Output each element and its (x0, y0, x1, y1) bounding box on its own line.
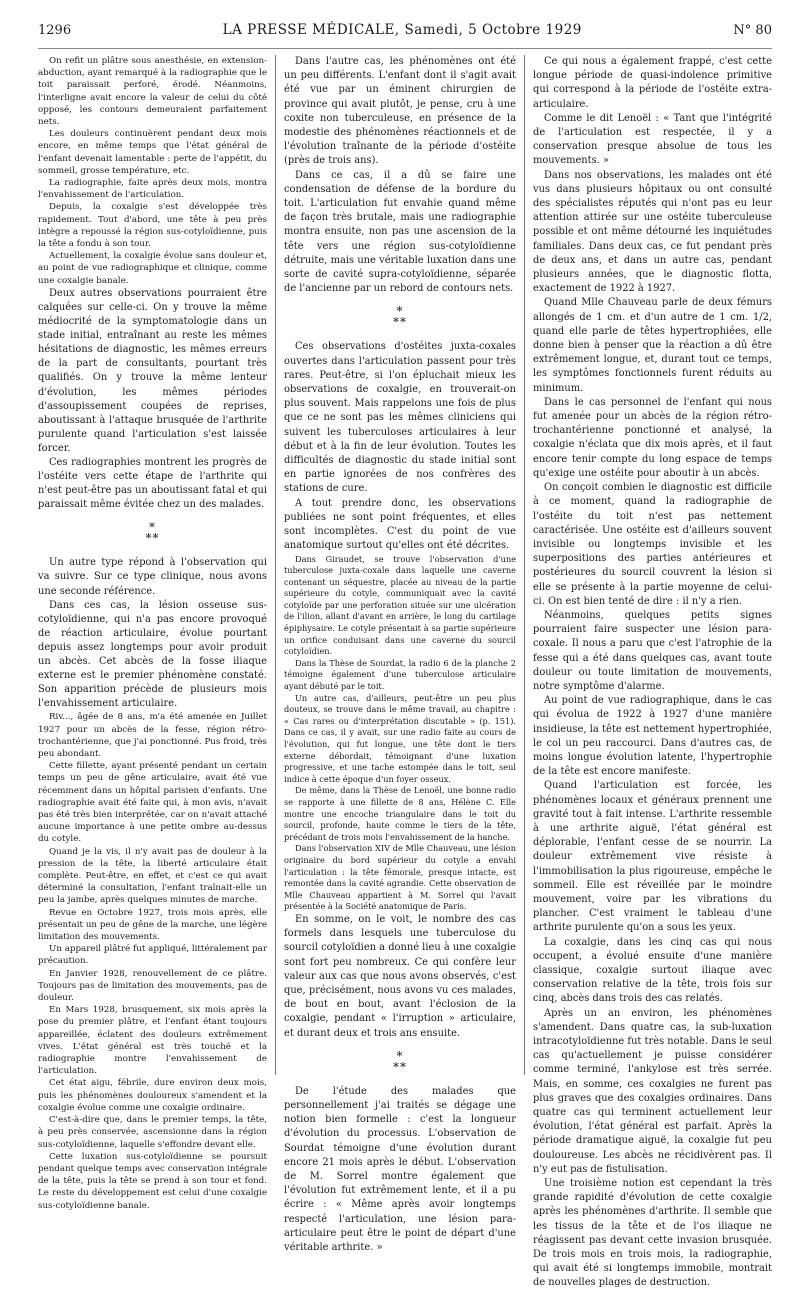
paragraph: Comme le dit Lenoël : « Tant que l'intégrité de l'articulation est respectée, il y a conservation presque absolue de tous les mouvements. » (533, 112, 772, 167)
section-separator: * ** (393, 1048, 407, 1074)
section-separator: * ** (393, 304, 407, 330)
paragraph: Néanmoins, quelques petits signes pourraient faire suspecter une lésion para-coxale. Il nous a paru que c'est l'atrophie de la fesse qui a été dans quelques cas, avant toute douleur ou toute limitation de mouvements, notre symptôme d'alarme. (533, 609, 772, 692)
paragraph: Cette luxation sus-cotyloïdienne se poursuit pendant quelque temps avec conservation intégrale de la tête, puis la tête se prend à son tour et fond. Le reste du développement est celui d'une coxalgie sus-cotyloïdienne banale. (38, 1151, 267, 1211)
paragraph: En Mars 1928, brusquement, six mois après la pose du premier plâtre, et l'enfant étant toujours appareillée, éclatent des douleurs extrêmement vives. L'état général est très touché et la radiographie montre l'envahissement de l'articulation. (38, 1005, 267, 1077)
paragraph: On conçoit combien le diagnostic est difficile à ce moment, quand la radiographie de l'ostéite du toit n'est pas nettement caractérisée. Une ostéite est d'ailleurs souvent invisible ou longtemps invisible et les superpositions des parties antérieures et postérieures du sourcil couvrent la lésion si elle se présente à la partie moyenne de celui-ci. On est bien tenté de dire : il n'y a rien. (533, 482, 772, 607)
issue-number: N° 80 (733, 23, 772, 38)
page-header (38, 22, 772, 49)
paragraph: Un autre cas, d'ailleurs, peut-être un peu plus douteux, se trouve dans le même travail, au chapitre : « Cas rares ou d'interprétation discutable » (p. 151). Dans ce cas, il y avait, sur une radio faite au cours de l'évolution, qui fut longue, une tête dont le tiers externe débordait, témoignant d'une luxation progressive, et une tache estompée dans le toit, seul indice à cette époque d'un foyer osseux. (284, 692, 516, 784)
paragraph: En somme, on le voit, le nombre des cas formels dans lesquels une tuberculose du sourcil cotyloïdien a donné lieu à une coxalgie sont fort peu nombreux. Ce qui confère leur valeur aux cas que nous avons observés, c'est que, précisément, nous avons vu ces malades, de bout en bout, avant l'éclosion de la coxalgie, pendant « l'irruption » articulaire, et durant deux et trois ans ensuite. (284, 913, 516, 1039)
paragraph: Dans Giraudet, se trouve l'observation d'une tuberculose juxta-coxale dans laquelle une caverne contenant un séquestre, placée au niveau de la partie supérieure du cotyle, communiquait avec la cavité cotyloïde par une perforation située sur une ulcération de l'ilion, allant d'avant en arrière, le long du cartilage épiphysaire. Le cotyle présentait à sa partie supérieure un orifice conduisant dans une caverne du sourcil cotyloïdien. (284, 553, 516, 657)
column-1 (38, 55, 275, 1211)
paragraph: On refit un plâtre sous anesthésie, en extension-abduction, ayant remarqué à la radiographie que le toit paraissait perforé, érodé. Néanmoins, l'interligne avait encore la valeur de celui du côté opposé, les contours demeuraient parfaitement nets. (38, 56, 267, 128)
paragraph: Cette fillette, ayant présenté pendant un certain temps un peu de gêne articulaire, avait été vue récemment dans un hôpital parisien d'enfants. Une radiographie avait été faite qui, à mon avis, n'avait pas été très bien interprétée, car on n'avait attaché aucune importance à une petite ombre au-dessus du cotyle. (38, 761, 267, 845)
paragraph: Riv..., âgée de 8 ans, m'a été amenée en Juillet 1927 pour un abcès de la fesse, région rétro-trochantérienne, que j'ai ponctionné. Pus froid, très peu abondant. (38, 712, 267, 759)
paragraph: En Janvier 1928, renouvellement de ce plâtre. Toujours pas de limitation des mouvements, pas de douleur. (38, 968, 267, 1004)
article-columns (38, 55, 772, 1289)
paragraph: Les douleurs continuèrent pendant deux mois encore, en même temps que l'état général de l'enfant devenait lamentable : perte de l'appétit, du sommeil, grosse température, etc. (38, 129, 267, 176)
paragraph: Quand l'articulation est forcée, les phénomènes locaux et généraux prennent une gravité tout à fait intense. L'arthrite ressemble à une arthrite aiguë, l'état général est déplorable, l'enfant cesse de se nourrir. La douleur extrêmement vive résiste à l'immobilisation la plus rigoureuse, empêche le sommeil. Elle est réveillée par le moindre mouvement, voire par les vibrations du plancher. C'est vraiment le tableau d'une arthrite purulente qu'on a sous les yeux. (533, 780, 772, 934)
paragraph: Un autre type répond à l'observation qui va suivre. Sur ce type clinique, nous avons une seconde référence. (38, 557, 267, 597)
paragraph: Une troisième notion est cependant la très grande rapidité d'évolution de cette coxalgie après les phénomènes d'arthrite. Il semble que les tissus de la tête et de l'os iliaque ne réagissent pas devant cette invasion brusquée. De trois mois en trois mois, la radiographie, qui avait été si longtemps immobile, montrait de nouvelles plages de destruction. (533, 1178, 772, 1289)
paragraph: Ces observations d'ostéites juxta-coxales ouvertes dans l'articulation passent pour très rares. Peut-être, si l'on épluchait mieux les observations de coxalgie, en trouverait-on plus souvent. Mais rappelons une fois de plus que ce ne sont pas les mêmes cliniciens qui suivent les tuberculoses articulaires à leur début et à la fin de leur évolution. Toutes les difficultés de diagnostic du stade initial sont en partie ignorées de nos confrères des stations de cure. (284, 341, 516, 495)
paragraph: A tout prendre donc, les observations publiées ne sont point fréquentes, et elles sont incomplètes. C'est du point de vue anatomique surtout qu'elles ont été décrites. (284, 497, 516, 552)
paragraph: Actuellement, la coxalgie évolue sans douleur et, au point de vue radiographique et clinique, comme une coxalgie banale. (38, 251, 267, 286)
page-number: 1296 (38, 23, 72, 38)
journal-title: LA PRESSE MÉDICALE, Samedi, 5 Octobre 1929 (222, 22, 582, 38)
section-separator: * ** (145, 520, 160, 546)
paragraph: Dans ce cas, il a dû se faire une condensation de défense de la bordure du toit. L'articulation fut envahie quand même de façon très brutale, mais une radiographie montra ensuite, non pas une ascension de la tête vers une région sus-cotyloïdienne détruite, mais une véritable luxation dans une sorte de cavité supra-cotyloïdienne, séparée de l'ancienne par un rebord de contours nets. (284, 169, 516, 295)
paragraph: Un appareil plâtré fut appliqué, littéralement par précaution. (38, 944, 267, 967)
paragraph: La coxalgie, dans les cinq cas qui nous occupent, a évolué ensuite d'une manière classique, coxalgie surtout iliaque avec conservation relative de la tête, trois fois sur cinq, abcès dans trois des cas relatés. (533, 936, 772, 1005)
paragraph: Dans le cas personnel de l'enfant qui nous fut amenée pour un abcès de la région rétro-trochantérienne ponctionné et analysé, la coxalgie n'éclata que dix mois après, et il faut encore tenir compte du long espace de temps qu'exige une ostéite pour aboutir à un abcès. (533, 396, 772, 479)
paragraph: De même, dans la Thèse de Lenoël, une bonne radio se rapporte à une fillette de 8 ans, Hélène C. Elle montre une encoche triangulaire dans le toit du sourcil, profonde, haute comme le tiers de la tête, précédant de trois mois l'envahissement de la hanche. (284, 785, 516, 842)
paragraph: Deux autres observations pourraient être calquées sur celle-ci. On y trouve la même médiocrité de la symptomatologie dans un stade initial, entraînant au reste les mêmes hésitations de diagnostic, les mêmes erreurs de la part de consultants, pourtant très qualifiés. On y trouve la même lenteur d'évolution, les mêmes périodes d'assoupissement coupées de reprises, aboutissant à l'attaque brusquée de l'arthrite purulente quand l'articulation s'est laissée forcer. (38, 287, 267, 454)
paragraph: Dans ces cas, la lésion osseuse sus-cotyloïdienne, qui n'a pas encore provoqué de réaction articulaire, évolue pourtant depuis assez longtemps pour avoir produit un abcès. Cet abcès de la fosse iliaque externe est le premier phénomène constaté. Son apparition précède de plusieurs mois l'envahissement articulaire. (38, 599, 267, 710)
paragraph: Ces radiographies montrent les progrès de l'ostéite vers cette étape de l'arthrite qui n'est peut-être pas un aboutissant fatal et qui paraissait même évitée chez un des malades. (38, 456, 267, 511)
paragraph: Quand Mlle Chauveau parle de deux fémurs allongés de 1 cm. et d'un autre de 1 cm. 1/2, quand elle parle de têtes hypertrophiées, elle donne bien à penser que la réaction a dû être extrêmement longue, et, durant tout ce temps, les symptômes fonctionnels furent réduits au minimum. (533, 297, 772, 394)
paragraph: Après un an environ, les phénomènes s'amendent. Dans quatre cas, la sub-luxation intracotyloïdienne fut très notable. Dans le seul cas qu'actuellement je puisse considérer comme terminé, l'ankylose est très serrée. Mais, en somme, ces coxalgies ne furent pas plus graves que des coxalgies ordinaires. Dans quatre cas qui terminent actuellement leur évolution, l'état général est parfait. Après la période dramatique aiguë, la coxalgie fut peu douloureuse. Les abcès ne récidivèrent pas. Il n'y eut pas de fistulisation. (533, 1007, 772, 1175)
paragraph: Depuis, la coxalgie s'est développée très rapidement. Tout d'abord, une tête à peu près intègre a repoussé la région sus-cotyloïdienne, puis la tête a fondu à son tour. (38, 202, 267, 250)
paragraph: Quand je la vis, il n'y avait pas de douleur à la pression de la tête, la liberté articulaire était complète. Peut-être, en effet, et c'est ce qui avait déterminé la consultation, l'enfant traînait-elle un peu la jambe, après quelques minutes de marche. (38, 846, 267, 906)
paragraph: Ce qui nous a également frappé, c'est cette longue période de quasi-indolence primitive qui correspond à la période de l'ostéite extra-articulaire. (533, 56, 772, 110)
paragraph: De l'étude des malades que personnellement j'ai traités se dégage une notion bien formelle : c'est la longueur d'évolution du processus. L'observation de Sourdat témoigne d'une évolution durant encore 21 mois après le début. L'observation de M. Sorrel montre également que l'évolution fut extrêmement lente, et il a pu écrire : « Même après avoir longtemps respecté l'articulation, une lésion para-articulaire peut être le point de départ d'une véritable arthrite. » (284, 1085, 516, 1253)
paragraph: Dans la Thèse de Sourdat, la radio 6 de la planche 2 témoigne également d'une tuberculose articulaire ayant débuté par le toit. (284, 657, 516, 692)
column-3 (525, 55, 772, 1289)
paragraph: Au point de vue radiographique, dans le cas qui évolua de 1922 à 1927 d'une manière insidieuse, la tête est nettement hypertrophiée, le col un peu raccourci. Dans d'autres cas, de moins longue évolution latente, l'hypertrophie de la tête est encore manifeste. (533, 695, 772, 778)
paragraph: Revue en Octobre 1927, trois mois après, elle présentait un peu de gêne de la marche, une légère limitation des mouvements. (38, 907, 267, 943)
paragraph: Dans nos observations, les malades ont été vus dans plusieurs hôpitaux ou ont consulté des spécialistes réputés qui n'ont pas eu leur attention attirée sur une ostéite tuberculeuse possible et ont même détourné les inquiétudes familiales. Dans deux cas, ce fut pendant près de deux ans, et dans un autre cas, pendant plusieurs années, que le diagnostic flotta, exactement de 1922 à 1927. (533, 169, 772, 295)
paragraph: Cet état aigu, fébrile, dure environ deux mois, puis les phénomènes douloureux s'amendent et la coxalgie évolue comme une coxalgie ordinaire. (38, 1078, 267, 1113)
paragraph: C'est-à-dire que, dans le premier temps, la tête, à peu près conservée, ascensionne dans la région sus-cotyloïdienne, laquelle s'effondre devant elle. (38, 1115, 267, 1150)
paragraph: Dans l'observation XIV de Mlle Chauveau, une lésion originaire du bord supérieur du cotyle a envahi l'articulation : la tête fémorale, presque intacte, est remontée dans la cavité agrandie. Cette observation de Mlle Chauveau appartient à M. Sorrel qui l'avait présentée à la Société anatomique de Paris. (284, 843, 516, 912)
paragraph: Dans l'autre cas, les phénomènes ont été un peu différents. L'enfant dont il s'agit avait été vue par un éminent chirurgien de province qui avait plutôt, je pense, cru à une coxite non tuberculeuse, en présence de la modestie des phénomènes réactionnels et de l'évolution traînante de la période d'ostéite (près de trois ans). (284, 56, 516, 167)
column-2 (275, 55, 525, 1253)
paragraph: La radiographie, faite après deux mois, montra l'envahissement de l'articulation. (38, 178, 267, 201)
